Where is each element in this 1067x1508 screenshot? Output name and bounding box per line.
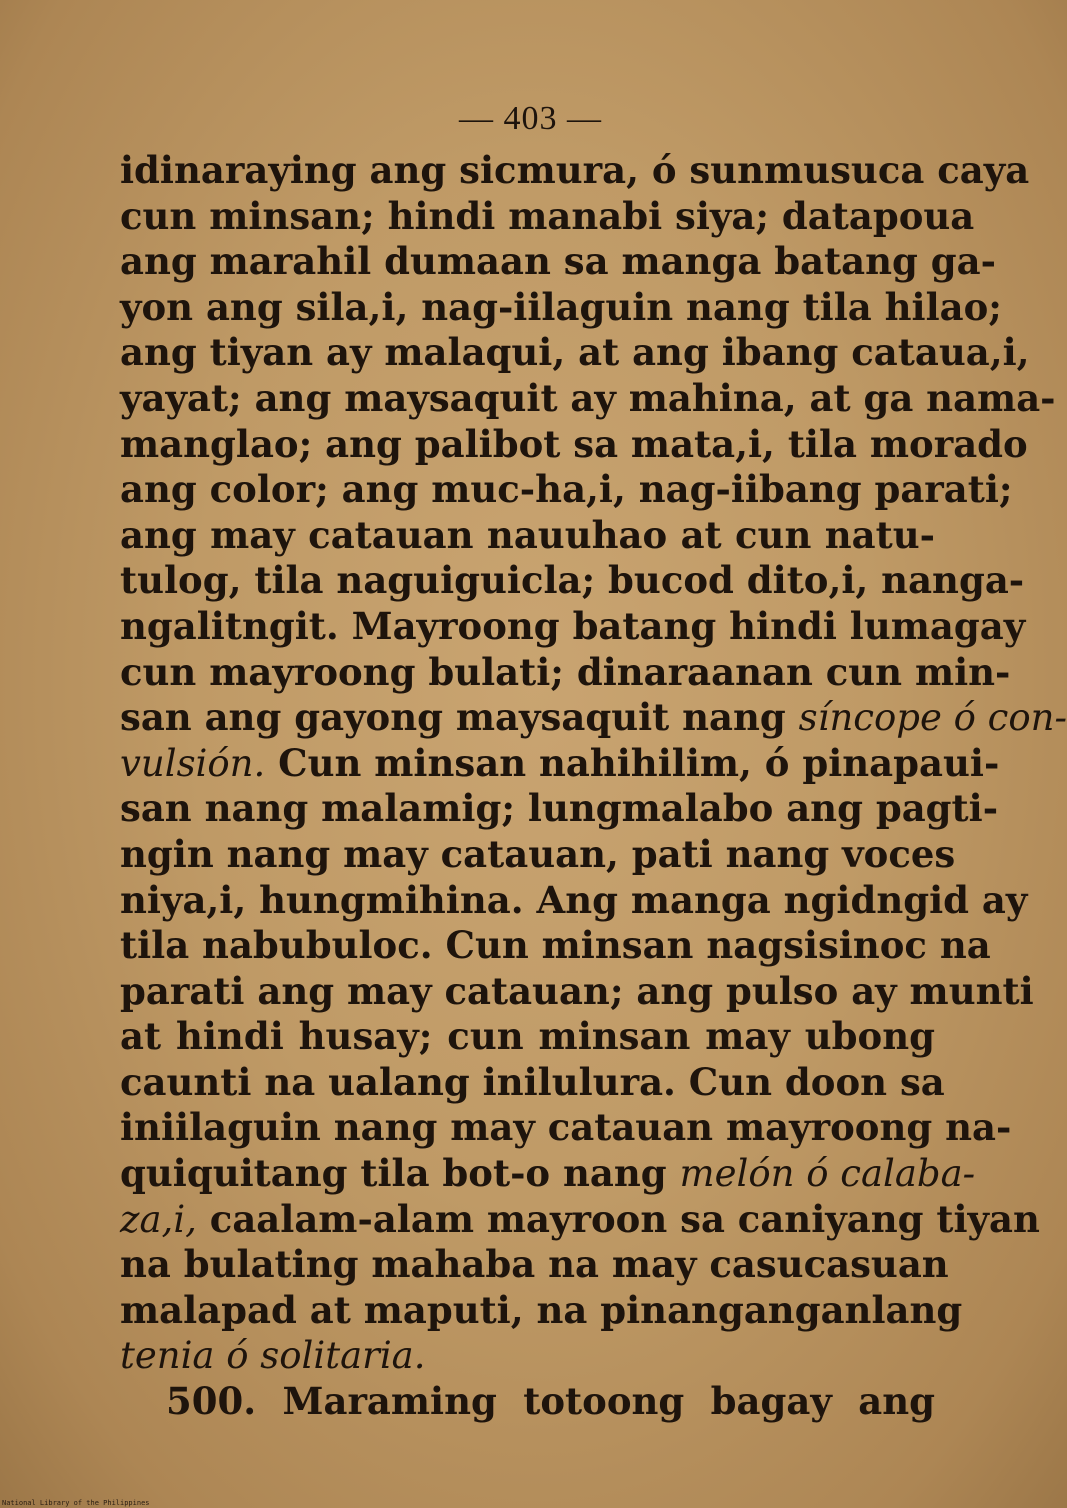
text-line: ngin nang may catauan, pati nang voces [120,831,956,876]
italic-term: tenia ó solitaria. [120,1334,426,1378]
italic-term: vulsión. [120,741,266,785]
text-line: ang marahil dumaan sa manga batang ga- [120,239,996,284]
text-segment: san ang gayong maysaquit nang [120,695,799,740]
text-line: parati ang may catauan; ang pulso ay munti [120,968,1034,1013]
text-line: ngalitngit. Mayroong batang hindi lumagay [120,603,1026,648]
text-line: tila nabubuloc. Cun minsan nagsisinoc na [120,923,991,968]
text-line: ang may catauan nauuhao at cun natu- [120,512,935,557]
text-line: tulog, tila naguiguicla; bucod dito,i, nanga- [120,558,1025,603]
text-line: caunti na ualang inilulura. Cun doon sa [120,1059,945,1104]
library-footer: National Library of the Philippines [2,1499,150,1507]
text-line: ang tiyan ay malaqui, at ang ibang cataua,i, [120,330,1030,375]
text-segment: caalam-alam mayroon sa caniyang tiyan [196,1196,1040,1241]
paragraph-start-line: 500. Maraming totoong bagay ang [166,1379,935,1424]
text-line: at hindi husay; cun minsan may ubong [120,1014,935,1059]
text-line: cun minsan; hindi manabi siya; datapoua [120,193,975,238]
text-line [120,695,1067,741]
page-number: — 403 — [459,100,602,137]
text-line: cun mayroong bulati; dinaraanan cun min- [120,649,1011,694]
text-line: san nang malamig; lungmalabo ang pagti- [120,786,999,831]
body-text [120,148,1067,1425]
text-line [120,740,1000,787]
text-line: iniilaguin nang may catauan mayroong na- [120,1105,1012,1150]
text-segment: quiquitang tila bot-o nang [120,1151,680,1196]
text-line: ang color; ang muc-ha,i, nag-iibang parati; [120,467,1013,512]
text-line: na bulating mahaba na may casucasuan [120,1242,949,1287]
italic-term: za,i, [120,1197,197,1241]
text-segment: Cun minsan nahihilim, ó pinapaui- [265,740,1000,785]
text-line [120,1151,976,1197]
italic-term: síncope ó con- [798,696,1067,740]
text-line: yon ang sila,i, nag-iilaguin nang tila hilao; [120,284,1002,329]
italic-term: melón ó calaba- [679,1152,976,1196]
text-line: idinaraying ang sicmura, ó sunmusuca caya [120,148,1030,192]
text-line [120,1196,1040,1243]
text-line: malapad at maputi, na pinanganganlang [120,1287,963,1332]
text-line [120,1333,935,1379]
text-line: yayat; ang maysaquit ay mahina, at ga nama- [120,375,1056,420]
text-line: manglao; ang palibot sa mata,i, tila morado [120,421,1028,466]
text-line: niya,i, hungmihina. Ang manga ngidngid ay [120,877,1028,922]
